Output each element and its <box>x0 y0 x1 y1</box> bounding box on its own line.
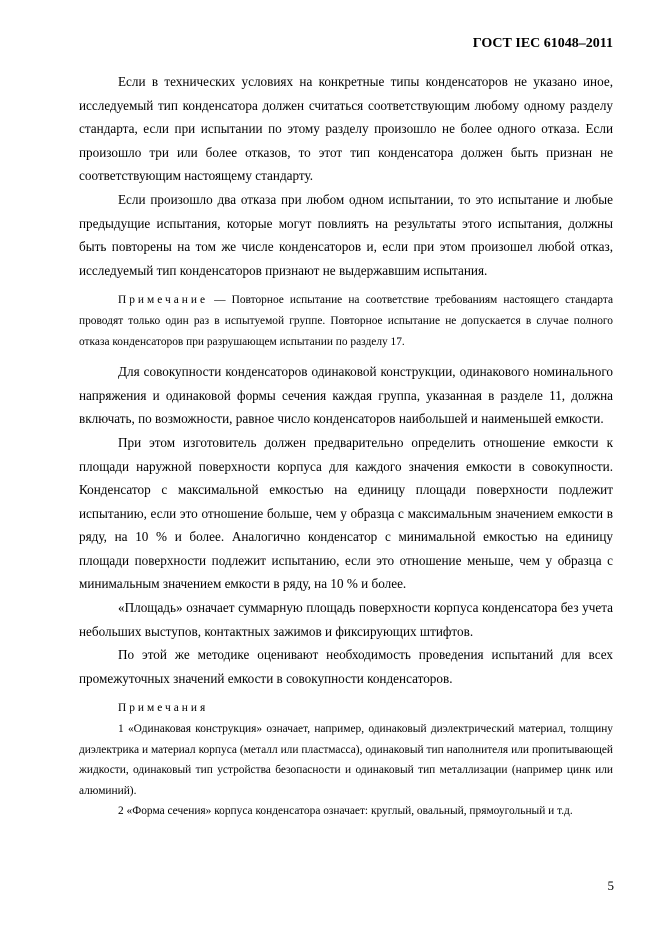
document-code-header: ГОСТ IEC 61048–2011 <box>472 36 613 51</box>
paragraph-intermediate-values: По этой же методике оценивают необходимость проведения испытаний для всех промежуточных значений емкости в совокупности конденсаторов. <box>79 647 613 686</box>
paragraph-group-composition: Для совокупности конденсаторов одинаковой конструкции, одинакового номинального напряжения и одинаковой формы сечения каждая группа, указанная в разделе 11, должна включать, по возможности, равное число конденсаторов наибольшей и наименьшей емкости. <box>79 364 613 427</box>
note-text: Повторное испытание на соответствие требованиям настоящего стандарта проводят только один раз в испытуемой группе. Повторное испытание не допускается в случае полного отказа конденсаторов при разрушающем испытании по разделу 17. <box>79 294 613 348</box>
page-content <box>79 70 613 822</box>
note-dash: — <box>208 294 232 307</box>
page-number: 5 <box>607 878 614 893</box>
paragraph-failure-criteria: Если в технических условиях на конкретные типы конденсаторов не указано иное, исследуемый тип конденсатора должен считаться соответствующим любому одному разделу стандарта, если при испытании по этому разделу произошло не более одного отказа. Если произошло три или более отказов, то этот тип конденсатора должен быть признан не соответствующим настоящему стандарту. <box>79 74 613 184</box>
note-item-section-shape: 2 «Форма сечения» корпуса конденсатора означает: круглый, овальный, прямоугольный и т.д. <box>118 805 573 818</box>
note-retest <box>79 290 613 352</box>
notes-heading: Примечания <box>118 702 209 715</box>
paragraph-area-definition: «Площадь» означает суммарную площадь поверхности корпуса конденсатора без учета небольших выступов, контактных зажимов и фиксирующих штифтов. <box>79 600 613 639</box>
note-item-construction: 1 «Одинаковая конструкция» означает, например, одинаковый диэлектрический материал, толщину диэлектрика и материал корпуса (металл или пластмасса), одинаковый тип наполнителя или пропитывающей жидкости, одинаковый тип устройства безопасности и одинаковый тип металлизации (например цинк или алюминий). <box>79 723 613 797</box>
paragraph-capacitance-ratio: При этом изготовитель должен предварительно определить отношение емкости к площади наружной поверхности корпуса для каждого значения емкости в совокупности. Конденсатор с максимальной емкостью на единицу площади поверхности подлежит испытанию, если это отношение больше, чем у образца с максимальным значением емкости в ряду, на 10 % и более. Аналогично конденсатор с минимальной емкостью на единицу площади поверхности подлежит испытанию, если это отношение меньше, чем у образца с минимальным значением емкости в ряду, на 10 % и более. <box>79 434 613 592</box>
note-label: Примечание <box>118 294 209 307</box>
paragraph-two-failures: Если произошло два отказа при любом одном испытании, то это испытание и любые предыдущие испытания, которые могут повлиять на результаты этого испытания, должны быть повторены на том же числе конденсаторов и, если при этом произошел любой отказ, исследуемый тип конденсаторов признают не выдержавшим испытания. <box>79 191 613 278</box>
